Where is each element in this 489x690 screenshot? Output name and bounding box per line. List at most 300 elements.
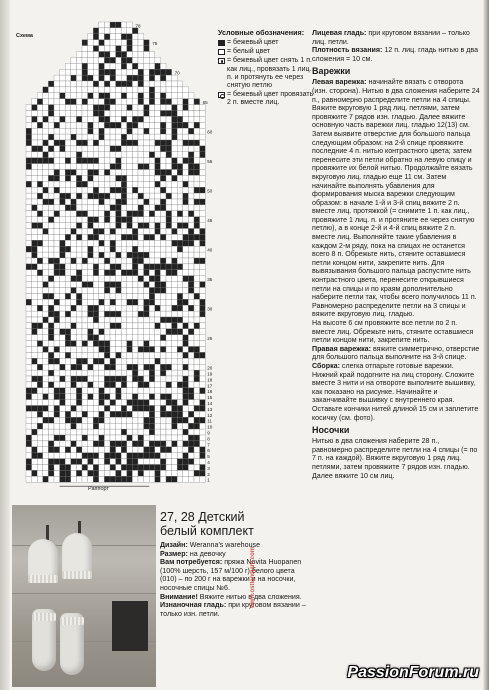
chart-cell [76,317,82,323]
chart-cell [26,453,32,459]
chart-cell [177,270,183,276]
chart-cell [82,317,88,323]
chart-cell [88,270,94,276]
chart-cell [138,217,144,223]
chart-cell [166,246,172,252]
chart-cell [76,347,82,353]
chart-cell [194,394,200,400]
chart-cell [37,447,43,453]
chart-cell [88,382,94,388]
chart-cell [37,128,43,134]
chart-cell [26,270,32,276]
chart-cell [60,453,66,459]
chart-cell [110,264,116,270]
chart-cell [65,87,71,93]
chart-cell [48,323,54,329]
chart-cell [194,358,200,364]
chart-cell [60,87,66,93]
chart-cell [99,347,105,353]
chart-cell [138,429,144,435]
chart-cell [160,341,166,347]
chart-cell [93,476,99,482]
chart-cell [65,122,71,128]
chart-cell [177,93,183,99]
chart-cell [65,140,71,146]
chart-cell [37,164,43,170]
chart-cell [76,57,82,63]
chart-cell [26,116,32,122]
chart-cell [144,288,150,294]
chart-cell [71,423,77,429]
chart-cell [48,217,54,223]
chart-cell [200,270,206,276]
chart-cell [76,229,82,235]
chart-cell [194,406,200,412]
chart-cell [99,370,105,376]
chart-cell [88,81,94,87]
chart-cell [194,335,200,341]
chart-cell [71,317,77,323]
chart-cell [172,93,178,99]
chart-cell [93,252,99,258]
chart-cell [104,423,110,429]
chart-cell [160,417,166,423]
chart-cell [149,459,155,465]
chart-cell [110,406,116,412]
chart-cell [200,282,206,288]
chart-cell [166,128,172,134]
chart-cell [149,311,155,317]
chart-cell [138,111,144,117]
chart-cell [65,411,71,417]
chart-cell [121,276,127,282]
chart-cell [194,453,200,459]
chart-cell [26,288,32,294]
chart-cell [37,335,43,341]
chart-cell [127,93,133,99]
chart-cell [32,370,38,376]
chart-cell [37,382,43,388]
chart-cell [132,258,138,264]
chart-cell [127,388,133,394]
chart-cell [166,341,172,347]
chart-cell [110,75,116,81]
chart-cell [172,229,178,235]
chart-cell [110,370,116,376]
chart-cell [127,164,133,170]
chart-cell [183,465,189,471]
chart-cell [99,240,105,246]
chart-cell [116,40,122,46]
chart-cell [76,465,82,471]
chart-cell [121,93,127,99]
chart-cell [121,305,127,311]
chart-cell [183,199,189,205]
row-number: 16 [207,389,213,395]
chart-cell [200,111,206,117]
chart-cell [166,258,172,264]
chart-cell [138,234,144,240]
chart-cell [76,470,82,476]
chart-cell [93,181,99,187]
chart-cell [155,57,161,63]
chart-cell [71,199,77,205]
chart-cell [110,341,116,347]
chart-cell [71,187,77,193]
chart-cell [76,63,82,69]
chart-cell [132,370,138,376]
chart-cell [116,476,122,482]
chart-cell [93,146,99,152]
chart-cell [48,105,54,111]
chart-cell [37,140,43,146]
chart-cell [166,417,172,423]
chart-cell [194,140,200,146]
chart-cell [82,140,88,146]
chart-cell [48,441,54,447]
chart-cell [194,470,200,476]
chart-cell [132,122,138,128]
chart-cell [132,75,138,81]
chart-cell [93,69,99,75]
chart-cell [144,240,150,246]
chart-cell [155,217,161,223]
chart-cell [194,240,200,246]
chart-cell [116,175,122,181]
chart-cell [160,99,166,105]
chart-cell [116,252,122,258]
chart-cell [188,299,194,305]
chart-cell [82,394,88,400]
chart-cell [160,293,166,299]
chart-cell [132,376,138,382]
chart-cell [26,370,32,376]
chart-cell [194,252,200,258]
chart-cell [127,211,133,217]
chart-cell [43,258,49,264]
chart-cell [60,388,66,394]
chart-cell [160,358,166,364]
chart-cell [26,181,32,187]
chart-cell [200,105,206,111]
chart-cell [32,347,38,353]
row-number: 35 [207,277,213,283]
chart-cell [172,193,178,199]
chart-cell [76,423,82,429]
chart-cell [160,282,166,288]
chart-cell [194,116,200,122]
chart-cell [93,81,99,87]
chart-cell [149,175,155,181]
chart-cell [127,34,133,40]
chart-cell [116,429,122,435]
chart-cell [110,299,116,305]
chart-cell [48,299,54,305]
chart-cell [82,429,88,435]
paragraph-stockinette: Лицевая гладь: при круговом вязании – только лиц. петли. [312,29,470,46]
chart-cell [82,447,88,453]
chart-cell [121,335,127,341]
chart-cell [93,211,99,217]
chart-cell [48,465,54,471]
chart-cell [177,470,183,476]
chart-cell [166,211,172,217]
chart-cell [48,382,54,388]
chart-cell [188,270,194,276]
chart-cell [177,122,183,128]
chart-cell [177,347,183,353]
chart-cell [54,223,60,229]
chart-cell [99,52,105,58]
chart-cell [121,22,127,28]
chart-cell [60,423,66,429]
chart-cell [43,229,49,235]
chart-cell [26,335,32,341]
chart-cell [43,199,49,205]
chart-cell [177,476,183,482]
chart-cell [194,234,200,240]
chart-cell [183,329,189,335]
chart-cell [65,476,71,482]
chart-cell [166,293,172,299]
chart-cell [99,341,105,347]
chart-cell [37,116,43,122]
chart-cell [132,116,138,122]
chart-cell [132,435,138,441]
chart-cell [132,411,138,417]
chart-cell [104,276,110,282]
chart-cell [188,347,194,353]
chart-cell [132,288,138,294]
chart-cell [132,170,138,176]
chart-cell [71,152,77,158]
chart-cell [71,164,77,170]
chart-cell [65,99,71,105]
chart-cell [43,347,49,353]
chart-cell [71,205,77,211]
chart-cell [183,116,189,122]
chart-cell [71,311,77,317]
chart-cell [110,258,116,264]
chart-cell [99,63,105,69]
chart-cell [177,299,183,305]
chart-cell [37,293,43,299]
chart-cell [65,352,71,358]
chart-cell [110,116,116,122]
site-watermark[interactable]: PassionForum.ru [347,664,479,681]
chart-cell [93,429,99,435]
chart-cell [194,181,200,187]
chart-cell [43,453,49,459]
chart-cell [93,63,99,69]
chart-cell [43,116,49,122]
chart-cell [54,105,60,111]
chart-cell [60,435,66,441]
chart-cell [60,329,66,335]
chart-cell [183,234,189,240]
chart-cell [200,205,206,211]
chart-cell [99,311,105,317]
chart-cell [200,134,206,140]
chart-cell [99,293,105,299]
chart-cell [172,140,178,146]
chart-cell [138,63,144,69]
chart-cell [200,193,206,199]
chart-cell [43,211,49,217]
chart-cell [65,199,71,205]
chart-cell [65,146,71,152]
chart-cell [54,276,60,282]
chart-cell [88,364,94,370]
chart-cell [138,93,144,99]
chart-cell [127,323,133,329]
row-number: 78 [135,23,141,29]
chart-cell [82,329,88,335]
chart-cell [82,170,88,176]
chart-cell [188,293,194,299]
chart-cell [37,205,43,211]
chart-cell [110,22,116,28]
chart-cell [132,400,138,406]
chart-cell [144,164,150,170]
chart-cell [116,335,122,341]
legend-item-light [218,48,314,56]
chart-cell [43,87,49,93]
chart-cell [26,264,32,270]
chart-cell [121,46,127,52]
chart-cell [177,382,183,388]
chart-cell [82,229,88,235]
chart-cell [127,258,133,264]
chart-cell [110,358,116,364]
chart-cell [37,347,43,353]
chart-cell [177,352,183,358]
chart-cell [93,105,99,111]
chart-cell [144,429,150,435]
chart-cell [110,34,116,40]
chart-cell [188,164,194,170]
chart-cell [65,370,71,376]
chart-cell [48,429,54,435]
chart-cell [26,252,32,258]
chart-cell [116,317,122,323]
row-number: 30 [207,306,213,312]
chart-cell [65,388,71,394]
paragraph-right-mitten: Правая варежка: вяжите симметрично, отверстие для большого пальца выполните на 3-й спице. [312,344,480,362]
chart-cell [26,358,32,364]
chart-cell [82,63,88,69]
chart-cell [93,270,99,276]
chart-cell [99,211,105,217]
chart-cell [121,364,127,370]
chart-cell [200,476,206,482]
chart-cell [104,305,110,311]
chart-cell [200,311,206,317]
chart-cell [54,441,60,447]
chart-cell [60,323,66,329]
chart-cell [121,417,127,423]
chart-cell [76,270,82,276]
chart-cell [138,329,144,335]
chart-cell [65,299,71,305]
chart-cell [48,282,54,288]
chart-cell [48,347,54,353]
chart-cell [104,140,110,146]
chart-cell [188,465,194,471]
chart-cell [138,435,144,441]
chart-cell [37,476,43,482]
chart-cell [110,99,116,105]
chart-cell [93,52,99,58]
chart-cell [121,81,127,87]
chart-cell [104,40,110,46]
chart-cell [177,305,183,311]
chart-cell [160,388,166,394]
chart-cell [93,470,99,476]
chart-cell [166,364,172,370]
chart-cell [32,335,38,341]
chart-cell [177,417,183,423]
chart-cell [183,293,189,299]
chart-cell [60,293,66,299]
chart-cell [43,441,49,447]
chart-cell [88,305,94,311]
chart-cell [65,258,71,264]
chart-cell [37,288,43,294]
chart-cell [54,453,60,459]
chart-cell [138,193,144,199]
chart-cell [177,435,183,441]
chart-cell [116,164,122,170]
chart-cell [76,240,82,246]
chart-cell [155,63,161,69]
chart-cell [138,293,144,299]
chart-cell [132,187,138,193]
chart-cell [149,240,155,246]
chart-cell [82,134,88,140]
chart-cell [82,252,88,258]
chart-cell [88,406,94,412]
chart-cell [172,465,178,471]
chart-cell [43,364,49,370]
chart-cell [71,158,77,164]
chart-cell [48,146,54,152]
chart-cell [43,335,49,341]
chart-cell [99,435,105,441]
chart-cell [26,193,32,199]
chart-cell [144,341,150,347]
chart-cell [144,264,150,270]
chart-cell [43,317,49,323]
chart-cell [43,217,49,223]
chart-cell [166,406,172,412]
chart-cell [149,111,155,117]
chart-cell [194,476,200,482]
chart-cell [71,400,77,406]
chart-cell [104,293,110,299]
chart-cell [76,406,82,412]
chart-cell [93,229,99,235]
chart-cell [127,264,133,270]
chart-cell [104,299,110,305]
chart-cell [104,264,110,270]
chart-cell [37,282,43,288]
chart-cell [93,158,99,164]
chart-cell [149,323,155,329]
chart-cell [138,441,144,447]
chart-cell [188,329,194,335]
chart-cell [26,175,32,181]
